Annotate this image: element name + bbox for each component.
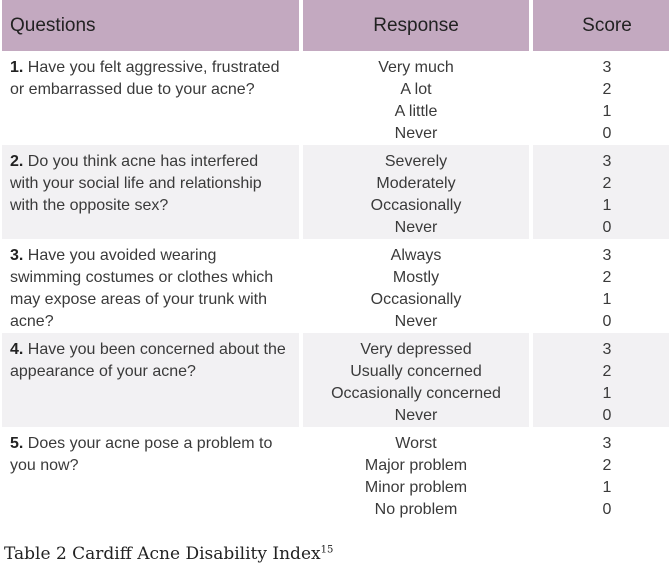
- table-caption: [4, 544, 333, 564]
- table-row: [2, 239, 669, 333]
- score-value: 3: [602, 153, 612, 170]
- question-number: 3.: [10, 247, 24, 264]
- table-row: [2, 427, 669, 521]
- question-number: 1.: [10, 59, 24, 76]
- response-cell: [303, 333, 529, 427]
- score-value: 2: [602, 81, 612, 98]
- score-value: 0: [602, 501, 612, 518]
- response-option: Occasionally: [370, 197, 462, 214]
- question-text: Have you felt aggressive, frustrated or embarrassed due to your acne?: [10, 59, 280, 98]
- header-questions: Questions: [2, 0, 299, 51]
- response-option: Severely: [384, 153, 448, 170]
- score-value: 0: [602, 407, 612, 424]
- response-option: No problem: [374, 501, 458, 518]
- score-value: 2: [602, 175, 612, 192]
- caption-text: Table 2 Cardiff Acne Disability Index: [4, 544, 321, 564]
- score-cell: [533, 333, 669, 427]
- table-row: [2, 145, 669, 239]
- response-option: Never: [394, 407, 438, 424]
- header-score: Score: [533, 0, 669, 51]
- response-option: Worst: [395, 435, 437, 452]
- question-cell: [2, 239, 299, 333]
- score-value: 1: [602, 479, 612, 496]
- response-option: Always: [390, 247, 442, 264]
- response-option: Never: [394, 313, 438, 330]
- caption-reference: 15: [320, 544, 334, 556]
- response-cell: [303, 239, 529, 333]
- question-text: Have you been concerned about the appearance of your acne?: [10, 341, 286, 380]
- response-option: Occasionally: [370, 291, 462, 308]
- response-cell: [303, 427, 529, 521]
- question-text: Do you think acne has interfered with your social life and relationship with the opposite sex?: [10, 153, 262, 214]
- response-option: Occasionally concerned: [331, 385, 501, 402]
- score-value: 0: [602, 313, 612, 330]
- response-option: Very depressed: [360, 341, 472, 358]
- response-option: Usually concerned: [350, 363, 482, 380]
- score-value: 1: [602, 385, 612, 402]
- score-cell: [533, 239, 669, 333]
- score-value: 0: [602, 125, 612, 142]
- question-number: 2.: [10, 153, 24, 170]
- table-row: [2, 51, 669, 145]
- score-value: 2: [602, 363, 612, 380]
- response-option: A lot: [400, 81, 432, 98]
- question-cell: [2, 333, 299, 427]
- response-option: Never: [394, 219, 438, 236]
- response-option: Mostly: [392, 269, 440, 286]
- response-option: Moderately: [376, 175, 456, 192]
- header-response: Response: [303, 0, 529, 51]
- question-number: 4.: [10, 341, 24, 358]
- response-option: Very much: [378, 59, 454, 76]
- question-cell: [2, 51, 299, 145]
- response-option: Major problem: [364, 457, 468, 474]
- question-text: Does your acne pose a problem to you now?: [10, 435, 273, 474]
- score-value: 2: [602, 457, 612, 474]
- question-cell: [2, 427, 299, 521]
- question-text: Have you avoided wearing swimming costumes or clothes which may expose areas of your trunk with acne?: [10, 247, 274, 330]
- score-value: 3: [602, 247, 612, 264]
- response-option: Never: [394, 125, 438, 142]
- question-number: 5.: [10, 435, 24, 452]
- score-value: 0: [602, 219, 612, 236]
- score-value: 2: [602, 269, 612, 286]
- response-option: A little: [394, 103, 438, 120]
- response-option: Minor problem: [364, 479, 468, 496]
- score-value: 3: [602, 435, 612, 452]
- response-cell: [303, 51, 529, 145]
- score-value: 1: [602, 103, 612, 120]
- response-cell: [303, 145, 529, 239]
- score-value: 3: [602, 341, 612, 358]
- score-value: 3: [602, 59, 612, 76]
- table-row: [2, 333, 669, 427]
- score-value: 1: [602, 291, 612, 308]
- score-cell: [533, 51, 669, 145]
- question-cell: [2, 145, 299, 239]
- header-row: [2, 0, 669, 51]
- score-cell: [533, 145, 669, 239]
- score-value: 1: [602, 197, 612, 214]
- score-cell: [533, 427, 669, 521]
